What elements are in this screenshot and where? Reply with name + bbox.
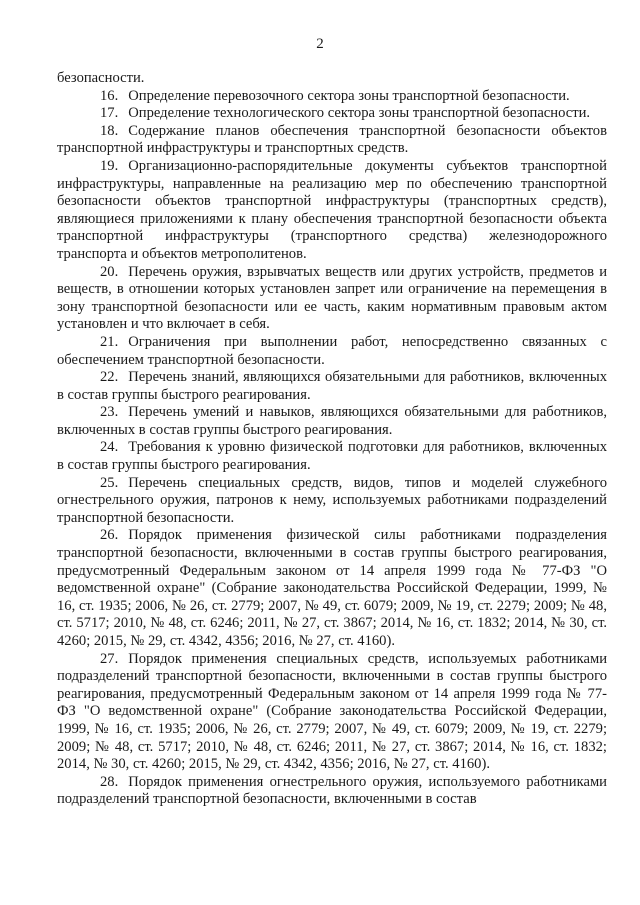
list-item: [57, 88, 607, 106]
list-item: [57, 774, 607, 809]
item-number: 28.: [100, 773, 119, 790]
item-text: Перечень оружия, взрывчатых веществ или других устройств, предметов и веществ, в отношении которых установлен запрет или ограничение на перемещения в зону транспортной безопасности или ее часть, каким нормативным правовым актом установлен и что включает в себя.: [57, 263, 607, 333]
item-number: 26.: [100, 527, 119, 544]
list-item: [57, 264, 607, 334]
item-text: Порядок применения огнестрельного оружия, используемого работниками подразделений транспортной безопасности, включенными в состав: [57, 773, 607, 808]
list-item: [57, 105, 607, 123]
list-item: [57, 475, 607, 528]
list-item: [57, 651, 607, 774]
item-text: Определение технологического сектора зоны транспортной безопасности.: [128, 105, 591, 122]
item-number: 19.: [100, 157, 119, 174]
item-number: 22.: [100, 369, 119, 386]
item-number: 24.: [100, 439, 119, 456]
item-number: 27.: [100, 650, 119, 667]
item-text: Перечень специальных средств, видов, типов и моделей служебного огнестрельного оружия, патронов к нему, используемых работниками подразделений транспортной безопасности.: [57, 474, 607, 526]
item-number: 20.: [100, 263, 119, 280]
item-text: Порядок применения специальных средств, используемых работниками подразделений транспортной безопасности, включенными в состав группы быстрого реагирования, предусмотренный Федеральным законом от 14 апреля 1999 года № 77-ФЗ "О ведомственной охране" (Собрание законодательства Российской Федерации, 1999, № 16, ст. 1935; 2006, № 26, ст. 2779; 2007, № 49, ст. 6079; 2009, № 19, ст. 2279; 2009; № 48, ст. 5717; 2010, № 48, ст. 6246; 2011, № 27, ст. 3867; 2014, № 16, ст. 1832; 2014, № 30, ст. 4260; 2015, № 29, ст. 4342, 4356; 2016, № 27, ст. 4160).: [57, 650, 607, 773]
item-text: Определение перевозочного сектора зоны транспортной безопасности.: [128, 87, 570, 104]
item-text: Перечень умений и навыков, являющихся обязательными для работников, включенных в состав группы быстрого реагирования.: [57, 404, 607, 438]
item-text: Организационно-распорядительные документы субъектов транспортной инфраструктуры, направленные на реализацию мер по обеспечению транспортной безопасности объектов транспортной инфраструктуры (транспортных средств), являющиеся приложениями к плану обеспечения транспортной безопасности объекта транспортной инфраструктуры (транспортного средства) железнодорожного транспорта и объектов метрополитенов.: [57, 157, 607, 262]
page-number: 2: [316, 36, 324, 52]
list-item: [57, 527, 607, 650]
item-number: 17.: [100, 105, 119, 122]
item-number: 16.: [100, 87, 119, 104]
list-item: [57, 439, 607, 474]
item-number: 23.: [100, 404, 119, 421]
item-text: Перечень знаний, являющихся обязательными для работников, включенных в состав группы быстрого реагирования.: [57, 369, 607, 403]
item-text: Требования к уровню физической подготовки для работников, включенных в состав группы быстрого реагирования.: [57, 439, 607, 474]
item-text: Порядок применения физической силы работниками подразделения транспортной безопасности, включенными в состав группы быстрого реагирования, предусмотренный Федеральным законом от 14 апреля 1999 года № 77-ФЗ "О ведомственной охране" (Собрание законодательства Российской Федерации, 1999, № 16, ст. 1935; 2006, № 26, ст. 2779; 2007, № 49, ст. 6079; 2009, № 19, ст. 2279; 2009; № 48, ст. 5717; 2010, № 48, ст. 6246; 2011, № 27, ст. 3867; 2014, № 16, ст. 1832; 2014, № 30, ст. 4260; 2015, № 29, ст. 4342, 4356; 2016, № 27, ст. 4160).: [57, 527, 607, 649]
item-text: Содержание планов обеспечения транспортной безопасности объектов транспортной инфраструктуры и транспортных средств.: [57, 122, 607, 157]
item-number: 25.: [100, 474, 119, 491]
item-text: Ограничения при выполнении работ, непосредственно связанных с обеспечением транспортной безопасности.: [57, 333, 607, 368]
list-item: [57, 123, 607, 158]
list-item: [57, 369, 607, 404]
item-number: 21.: [100, 333, 119, 350]
list-item: [57, 404, 607, 439]
list-item: [57, 158, 607, 264]
paragraph-continuation: [57, 70, 607, 88]
document-body: [57, 70, 607, 809]
list-item: [57, 334, 607, 369]
paragraph-text: безопасности.: [57, 70, 145, 86]
item-number: 18.: [100, 122, 119, 139]
